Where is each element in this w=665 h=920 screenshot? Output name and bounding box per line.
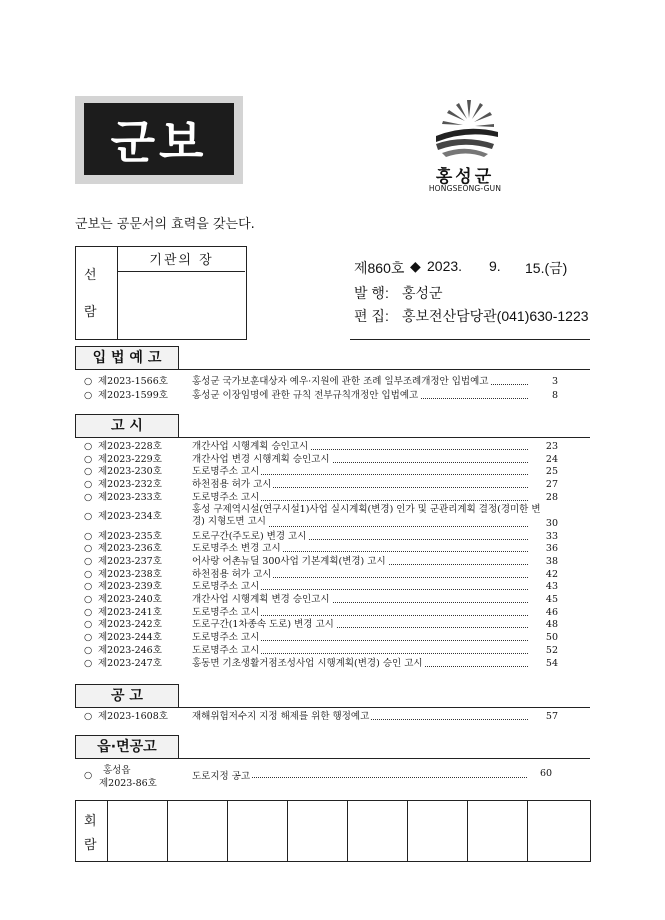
notice-title: 홍성 구제역시설(연구시설1)사업 실시계획(변경) 인가 및 군관리계획 결정(경미한 변경) 지형도면 고시 — [192, 503, 541, 527]
list-item — [84, 644, 558, 657]
list-item — [84, 568, 558, 581]
list-item — [84, 580, 558, 593]
editor-label: 편 집: — [354, 308, 389, 324]
list-item — [84, 389, 558, 402]
section-rule — [75, 707, 590, 708]
notice-title: 도로명주소 고시 — [192, 606, 260, 618]
notice-title: 어사랑 어촌뉴딜 300사업 기본계획(변경) 고시 — [192, 555, 386, 567]
circulation-divider — [167, 800, 168, 862]
circulation-divider — [227, 800, 228, 862]
list-item — [84, 618, 558, 631]
notice-title: 도로구간(1차종속 도로) 변경 고시 — [192, 619, 334, 631]
page-number: 42 — [545, 568, 558, 580]
list-item — [84, 542, 558, 555]
notice-number: 제2023-238호 — [98, 568, 162, 580]
page-number: 52 — [545, 644, 558, 656]
list-bullet: ○ — [84, 770, 93, 781]
list-bullet: ○ — [84, 644, 93, 656]
circulation-label: 람 — [84, 838, 97, 853]
page-number: 36 — [545, 543, 558, 555]
section-heading-town: 읍·면공고 — [75, 735, 179, 759]
list-bullet: ○ — [84, 453, 93, 465]
list-bullet: ○ — [84, 581, 93, 593]
page-number: 25 — [545, 466, 558, 478]
list-item — [84, 555, 558, 568]
notice-number: 제2023-1566호 — [98, 376, 168, 387]
page-number: 54 — [545, 657, 558, 669]
section-rule — [75, 369, 590, 370]
notice-title: 도로지정 공고 — [192, 768, 252, 782]
list-bullet: ○ — [84, 441, 93, 452]
logo-korean-name: 홍성군 — [435, 167, 495, 187]
section-rule — [75, 758, 590, 759]
page-number: 30 — [545, 517, 558, 529]
list-bullet: ○ — [84, 530, 93, 542]
notice-title: 도로명주소 고시 — [192, 632, 260, 644]
list-bullet: ○ — [84, 510, 93, 522]
gazette-title: 군보 — [84, 103, 234, 175]
notice-number: 제2023-244호 — [98, 632, 162, 644]
town-name: 홍성읍 — [103, 765, 131, 776]
list-bullet: ○ — [84, 389, 93, 401]
notice-title: 도로명주소 고시 — [192, 466, 260, 478]
circulation-label: 회 — [84, 814, 97, 829]
list-item — [84, 631, 558, 644]
tagline: 군보는 공문서의 효력을 갖는다. — [75, 217, 255, 232]
routing-divider — [117, 271, 245, 272]
notice-number: 제2023-234호 — [98, 510, 162, 522]
notice-number: 제2023-237호 — [98, 555, 162, 567]
page-number: 8 — [551, 389, 558, 401]
issue-year: 2023. — [427, 258, 463, 274]
notice-number: 제2023-230호 — [98, 466, 162, 478]
publisher-label: 발 행: — [354, 285, 389, 301]
notice-title: 개간사업 변경 시행계획 승인고시 — [192, 453, 330, 465]
circulation-divider — [467, 800, 468, 862]
page-number: 50 — [545, 632, 558, 644]
section-heading-announcements: 공 고 — [75, 684, 179, 708]
notice-title: 도로명주소 변경 고시 — [192, 543, 281, 555]
page-number: 24 — [545, 453, 558, 465]
circulation-box — [75, 800, 591, 862]
list-item — [84, 657, 558, 670]
list-item — [84, 440, 558, 453]
notice-number: 제2023-228호 — [98, 441, 162, 452]
page-number: 28 — [545, 491, 558, 503]
diamond-icon: ◆ — [410, 258, 421, 274]
list-bullet: ○ — [84, 376, 93, 387]
list-item — [84, 710, 558, 723]
list-item — [84, 504, 558, 530]
circulation-divider — [287, 800, 288, 862]
notice-title: 홍동면 기초생활거점조성사업 시행계획(변경) 승인 고시 — [192, 657, 423, 669]
page-number: 23 — [545, 441, 558, 452]
list-item — [84, 530, 558, 543]
page-number: 57 — [545, 711, 558, 722]
list-bullet: ○ — [84, 606, 93, 618]
list-bullet: ○ — [84, 555, 93, 567]
list-item — [84, 478, 558, 491]
list-bullet: ○ — [84, 491, 93, 503]
routing-label: 람 — [84, 305, 97, 320]
notice-title: 홍성군 이장임명에 관한 규칙 전부규칙개정안 입법예고 — [192, 389, 419, 401]
notice-number: 제2023-246호 — [98, 644, 162, 656]
page-number: 38 — [545, 555, 558, 567]
list-item — [84, 465, 558, 478]
issue-month: 9. — [489, 258, 501, 274]
routing-label: 선 — [84, 268, 97, 283]
list-bullet: ○ — [84, 619, 93, 631]
list-bullet: ○ — [84, 543, 93, 555]
list-bullet: ○ — [84, 594, 93, 605]
notice-title: 도로명주소 고시 — [192, 644, 260, 656]
list-bullet: ○ — [84, 479, 93, 491]
circulation-divider — [107, 800, 108, 862]
notice-title: 개간사업 시행계획 승인고시 — [192, 441, 309, 452]
notice-number: 제2023-235호 — [98, 530, 162, 542]
notice-number: 제2023-240호 — [98, 594, 162, 605]
list-bullet: ○ — [84, 657, 93, 669]
notice-title: 도로명주소 고시 — [192, 581, 260, 593]
routing-head-label: 기관의 장 — [149, 253, 214, 268]
page-number: 43 — [545, 581, 558, 593]
notice-title: 하천점용 허가 고시 — [192, 479, 272, 491]
page-number: 33 — [545, 530, 558, 542]
notice-number: 제2023-229호 — [98, 453, 162, 465]
circulation-divider — [527, 800, 528, 862]
logo-english-name: HONGSEONG-GUN — [428, 184, 502, 193]
issue-number: 제860호 — [354, 260, 405, 276]
publisher: 홍성군 — [402, 285, 443, 301]
list-bullet: ○ — [84, 568, 93, 580]
list-item — [84, 491, 558, 504]
section-rule — [75, 437, 590, 438]
notice-number: 제2023-232호 — [98, 479, 162, 491]
list-bullet: ○ — [84, 466, 93, 478]
page-number: 48 — [545, 619, 558, 631]
notice-title: 개간사업 시행계획 변경 승인고시 — [192, 594, 330, 605]
list-item — [84, 453, 558, 466]
notice-number: 제2023-233호 — [98, 491, 162, 503]
notice-title: 재해위험저수지 지정 해제를 위한 행정예고 — [192, 711, 370, 722]
page-number: 60 — [540, 768, 553, 779]
notice-title: 도로명주소 고시 — [192, 491, 260, 503]
page-number: 45 — [545, 594, 558, 605]
list-item — [84, 593, 558, 606]
page-number: 46 — [545, 606, 558, 618]
section-heading-legislative: 입 법 예 고 — [75, 346, 179, 370]
notice-number: 제2023-242호 — [98, 619, 162, 631]
notice-number: 제2023-236호 — [98, 543, 162, 555]
issue-day: 15.(금) — [525, 260, 568, 276]
notice-title: 홍성군 국가보훈대상자 예우·지원에 관한 조례 일부조례개정안 입법예고 — [192, 376, 489, 387]
page-number: 27 — [545, 479, 558, 491]
circulation-divider — [407, 800, 408, 862]
list-bullet: ○ — [84, 711, 93, 722]
notice-number: 제2023-239호 — [98, 581, 162, 593]
notice-number: 제2023-247호 — [98, 657, 162, 669]
notice-number: 제2023-86호 — [99, 778, 157, 789]
editor: 홍보전산담당관(041)630-1223 — [402, 308, 589, 324]
list-item — [84, 606, 558, 619]
county-emblem-icon — [432, 96, 502, 158]
notice-number: 제2023-1599호 — [98, 389, 168, 401]
section-heading-notices: 고 시 — [75, 414, 179, 438]
notice-number: 제2023-241호 — [98, 606, 162, 618]
divider — [350, 339, 590, 340]
page-number: 3 — [551, 376, 558, 387]
notice-title: 하천점용 허가 고시 — [192, 568, 272, 580]
list-bullet: ○ — [84, 632, 93, 644]
circulation-divider — [347, 800, 348, 862]
list-item — [84, 375, 558, 388]
notice-number: 제2023-1608호 — [98, 711, 168, 722]
notice-title: 도로구간(주도로) 변경 고시 — [192, 530, 307, 542]
